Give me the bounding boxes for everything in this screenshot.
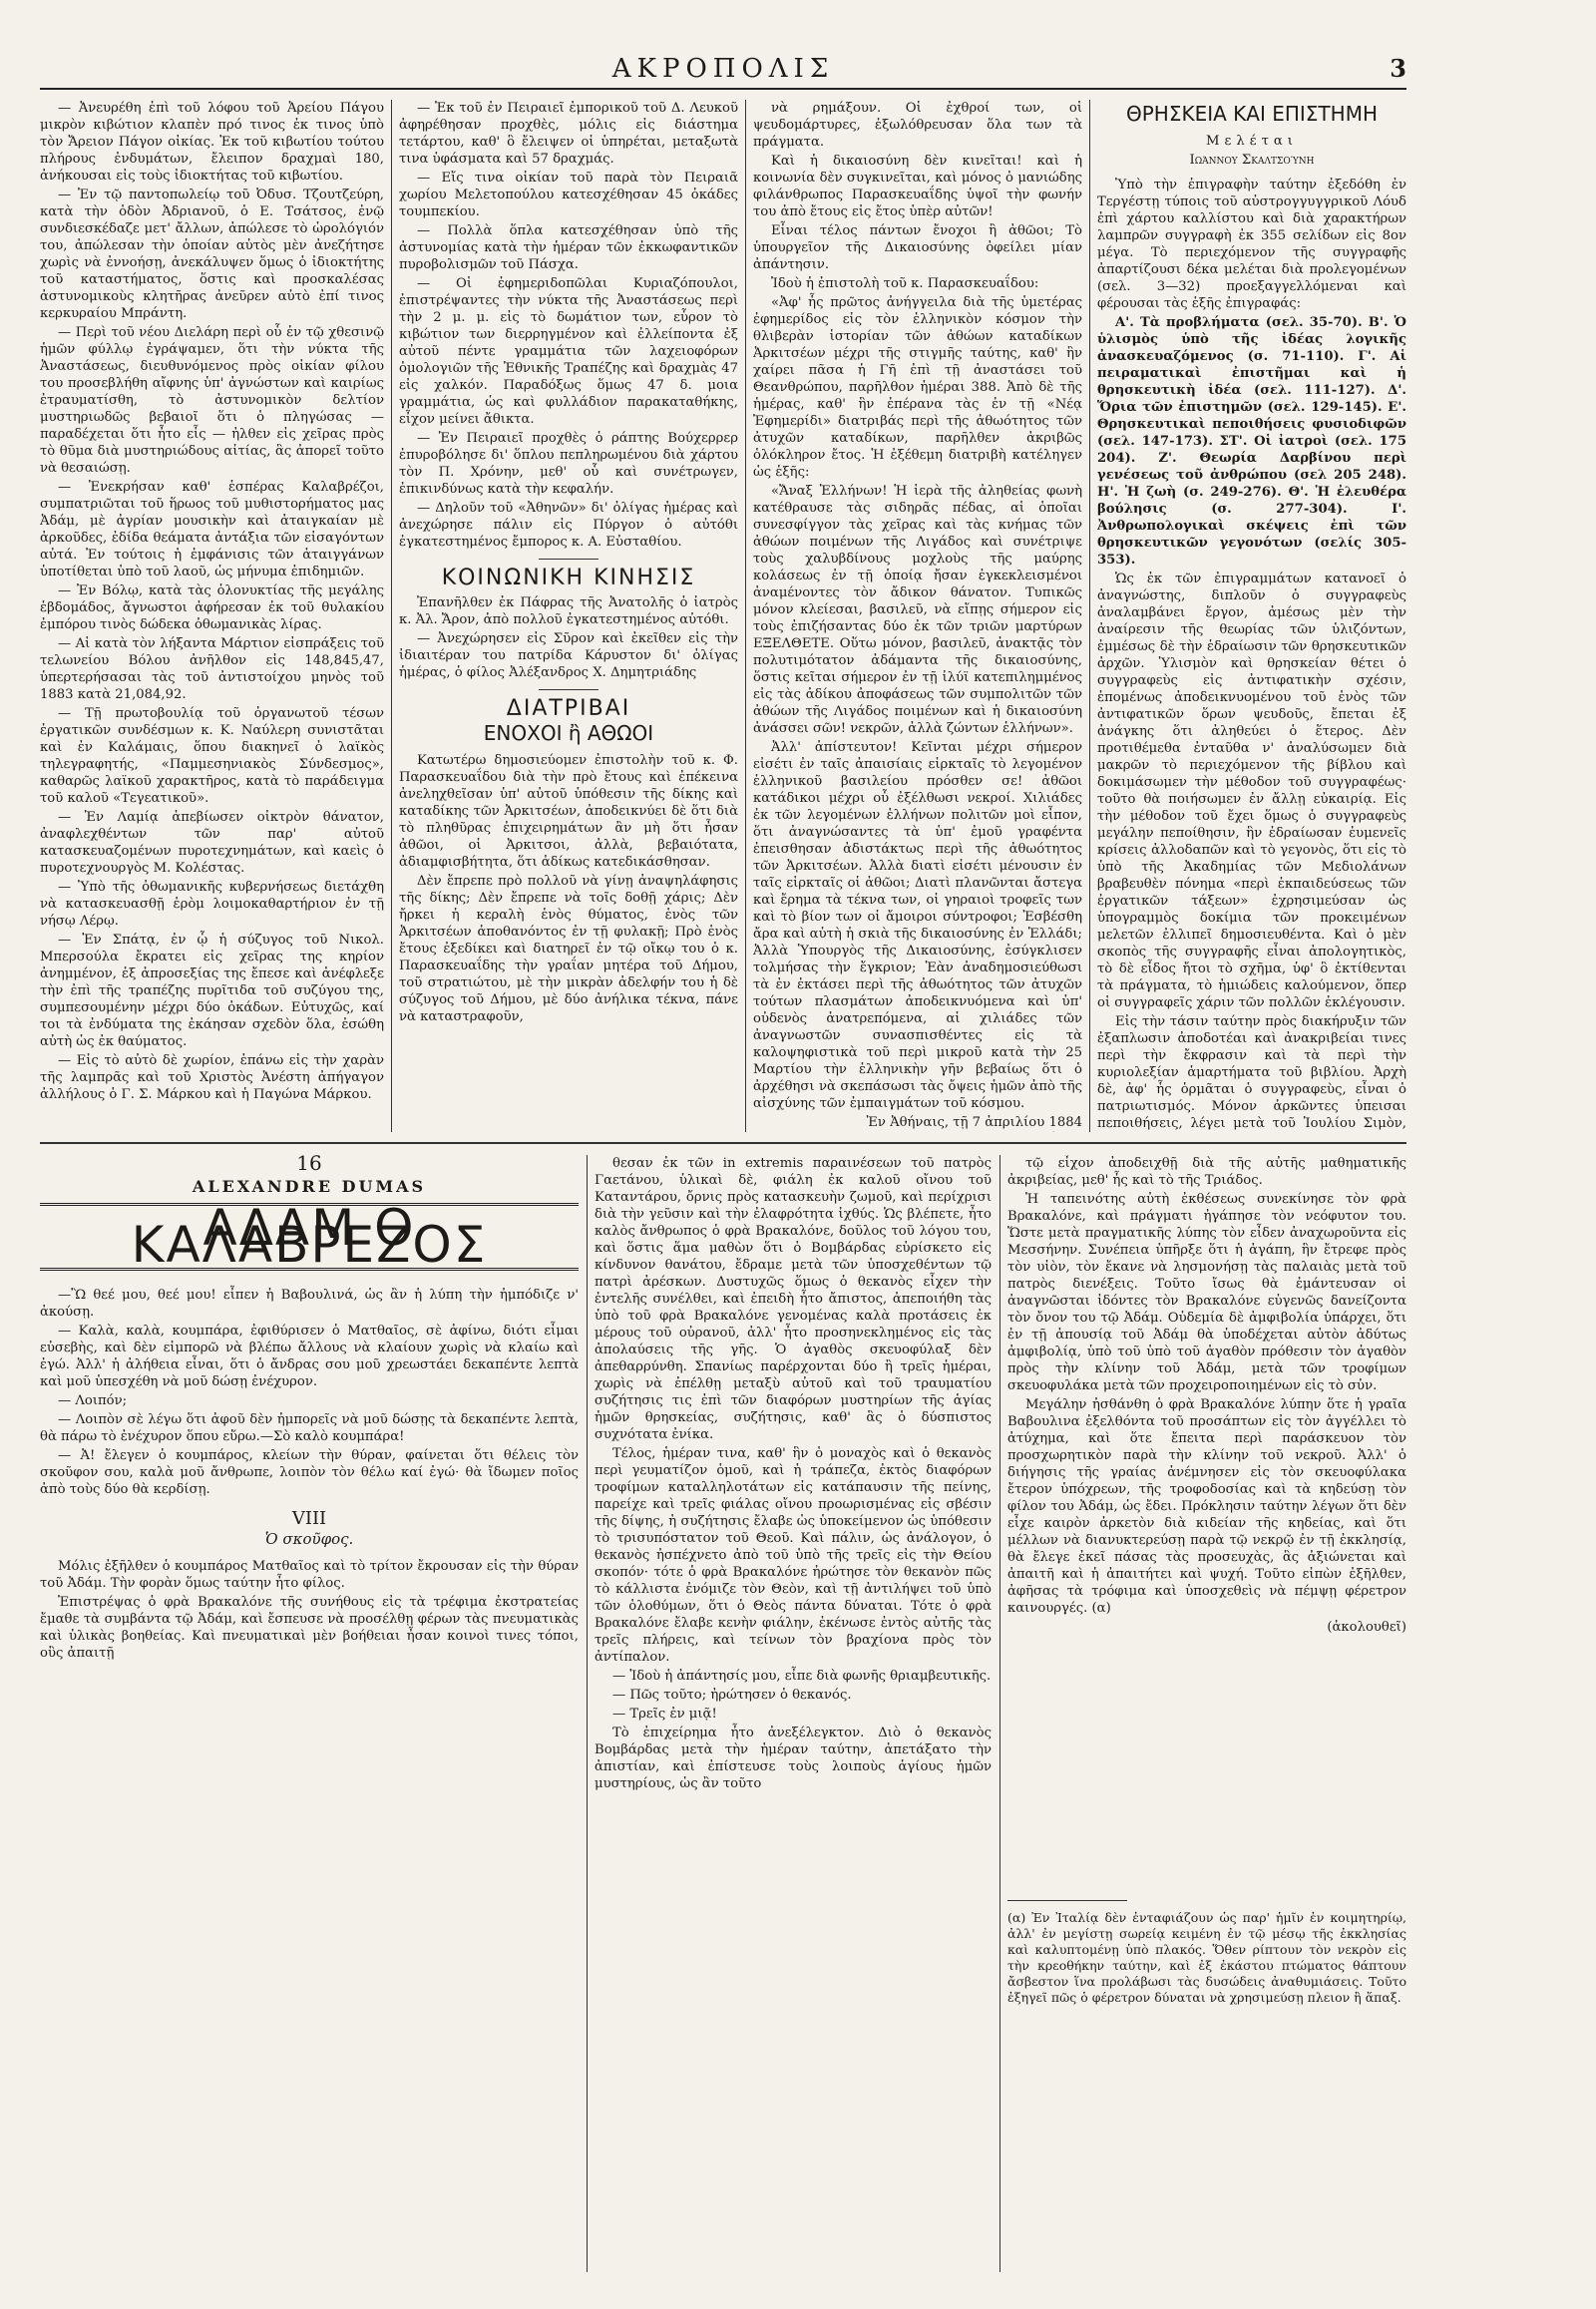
feuilleton-author: ALEXANDRE DUMAS <box>192 1177 427 1196</box>
feuilleton-column-1 <box>40 1155 579 2272</box>
article-paragraph: Κατωτέρω δημοσιεύομεν ἐπιστολὴν τοῦ κ. Φ. Παρασκευαΐδου διὰ τὴν πρὸ ἔτους καὶ ἐπέκεινα ἀνεληχθεῖσαν ὑπ' αὐτοῦ ὑπόθεσιν τῆς δίκης καὶ καταδίκης τῶν Ἀρκιτσέων, ἀποδεικνύει δὲ ὅτι διὰ τὸ πληθῦρας ἐπιχειρημάτων ἂν μὴ ὅτι ἦσαν ἀθῶοι, οἱ Ἀρκιτσοι, ἀλλὰ, βεβαιότατα, ἀδιαμφισβήτητα, ὅτι ἀδίκως κατεδικάσθησαν. <box>399 753 738 870</box>
news-item: — Ἐν Λαμίᾳ ἀπεβίωσεν οἰκτρὸν θάνατον, ἀναφλεχθέντων τῶν παρ' αὐτοῦ κατασκευαζομένων πυροτεχνημάτων, καὶ καεὶς ὁ πυροτεχνουργὸς Μ. Κολέστας. <box>40 810 384 876</box>
article-paragraph: Δὲν ἔπρεπε πρὸ πολλοῦ νὰ γίνῃ ἀναψηλάφησις τῆς δίκης; Δὲν ἔπρεπε νὰ τοῖς δοθῇ χάρις; Δὲν ἤρκει ἡ κεραλὴ ἑνὸς θύματος, ἑνὸς τῶν Ἀρκιτσέων ἀποθανόντος ἐν τῇ φυλακῇ; Πρὸ ἑνὸς ἔτους ἐξεδίκει καὶ διατηρεῖ ἐν τῷ οἴκῳ του ὁ κ. Παρασκευαΐδης τὴν γραΐαν μητέρα τοῦ Δήμου, τοῦ στρατιώτου, μὲ τὴν μικρὰν ἀδελφήν του ἡ δὲ σύζυγος τοῦ Δήμου, μὲ δύο ἀνήλικα τέκνα, πάνε νὰ καταστραφοῦν, <box>399 874 738 1024</box>
article-heading: ΘΡΗΣΚΕΙΑ ΚΑΙ ΕΠΙΣΤΗΜΗ <box>1126 102 1378 126</box>
article-paragraph: Εἶναι τέλος πάντων ἔνοχοι ἢ ἀθῶοι; Τὸ ὑπουργεῖον τῆς Δικαιοσύνης ὀφείλει μίαν ἀπάντησιν. <box>753 223 1082 272</box>
news-item: — Ὑπὸ τῆς ὀθωμανικῆς κυβερνήσεως διετάχθη νὰ κατασκευασθῇ ἐρὸμ λοιμοκαθαρτήριον ἐν τῇ νήσῳ Λέρῳ. <box>40 880 384 929</box>
news-item: — Αἱ κατὰ τὸν λήξαντα Μάρτιον εἰσπράξεις τοῦ τελωνείου Βόλου ἀνῆλθον εἰς 148,845,47, ὑπερτερήσασαι τὰς τοῦ ἀντιστοίχου μηνὸς τοῦ 1883 κατὰ 21,084,92. <box>40 636 384 702</box>
newspaper-title: ΑΚΡΟΠΟΛΙΣ <box>611 54 835 84</box>
footnote-rule <box>1007 1900 1127 1901</box>
news-item: — Ἐνεκρήσαν καθ' ἑσπέρας Καλαβρέζοι, συμπατριῶται τοῦ ἥρωος τοῦ μυθιστορήματος μας Ἀδάμ, μὲ ἀγρίαν μουσικὴν καὶ ἀταιγκαίαν μὲ ἀρκοῦδες, ἐδίδα θεάματα ἀντάξια τῶν εἰσαγόντων αὐτά. Ἐν τούτοις ἡ ἐμφάνισις τῶν ἀταιγγάνων ὑποτίθεται ὑπὸ τοῦ λαοῦ, ὡς μήνυμα ἐπιδημιῶν. <box>40 480 384 579</box>
story-paragraph: θεσαν ἐκ τῶν in extremis παραινέσεων τοῦ πατρὸς Γαετάνου, ὑλικαὶ δὲ, φιάλη ἐκ καλοῦ οἴνου τοῦ Καταντάρου, ὄρνις πρὸς κατασκευὴν ζωμοῦ, καὶ περίχρισι διὰ τὴν γεῦσιν καὶ τὴν ἐλαφρότητα ἰχθύς. Ὡς βλέπετε, ἦτο καλὸς ἄνθρωπος ὁ φρὰ Βρακαλόνε, δοῦλος τοῦ λόγου του, καὶ ὅστις ἅμα μαθὼν ὅτι ὁ Βομβάρδας εὑρίσκετο εἰς κίνδυνον θανάτου, ἔδραμε μετὰ τῶν ὑποσχεθέντων τῷ πατρὶ ἀρέσκων. Δυστυχῶς ὅμως ὁ θεκανὸς εἶχεν τὴν ἐντελῆς συνέλθει, καὶ ἐπειδὴ ἦτο ἄπιστος, ἀπεποιήθη τὰς ὑπὸ τοῦ φρὰ Βρακαλόνε γενομένας καλὰ προτάσεις ἐκ μέρους τοῦ οὐρανοῦ, ἀλλ' ἦτο προσηνεκλημένος εἰς τὰς ἀπολαύσεις τῆς γῆς. Ὁ ἀγαθὸς σκευοφύλαξ δὲν ἀπεθαρρύνθη. Σπανίως παρέρχονται δύο ἢ τρεῖς ἡμέραι, χωρὶς νὰ ἐπέλθῃ μεταξὺ αὐτοῦ καὶ τοῦ τραυματίου συζήτησις τις ἐπὶ τῶν διαφόρων μυστηρίων τῆς ἁγίας ἡμῶν θρησκείας, συζήτησις, καθ' ἃς ὁ δύσπιστος συχνότατα ἐνίκα. <box>595 1156 992 1442</box>
article-paragraph: Ὑπὸ τὴν ἐπιγραφὴν ταύτην ἐξεδόθη ἐν Τεργέστῃ τύποις τοῦ αὐστρογγυγγρικοῦ Λόυδ ἐπὶ χάρτου καλλίστου καὶ διὰ χαρακτήρων λαμπρῶν συγγραφὴ ἐκ 355 σελίδων εἰς 8ον μέγα. Τὸ περιεχόμενον τῆς συγγραφῆς ἀπαρτίζουσι δέκα μελέται διὰ προλεγομένων (σελ. 3—32) προεξαγγελλόμεναι καὶ φέρουσαι τὰς ἑξῆς ἐπιγραφάς: <box>1097 178 1406 311</box>
story-paragraph: — Λοιπόν; <box>58 1393 128 1408</box>
article-subheading: Μελέται <box>1206 134 1298 149</box>
news-item: — Ἐν Σπάτᾳ, ἐν ᾧ ἡ σύζυγος τοῦ Νικολ. Μπερσούλα ἔκρατει εἰς χεῖρας της κηρίον ἀνημμένον, ἐξ ἀπροσεξίας της ἔπεσε καὶ ἀνέφλεξε τὴν ἐπὶ τῆς τραπέζης πυρῖτιδα τοῦ συζύγου της, συμπεσουμένην μέχρι δύο ὀκάδων. Εὐτυχῶς, καί τοι τὰ ἐνδύματα της ἐκάησαν σχεδὸν ὅλα, ἐσώθη αὐτὴ ὡς ἐκ θαύματος. <box>40 933 384 1049</box>
news-item: — Δηλοῦν τοῦ «Ἀθηνῶν» δι' ὀλίγας ἡμέρας καὶ ἀνεχώρησε πάλιν εἰς Πύργον ὁ αὐτόθι ἐγκατεστημένος ἔμπορος κ. Α. Εὐσταθίου. <box>399 501 738 550</box>
chapter-number: VIII <box>291 1508 327 1529</box>
feuilleton-separator <box>40 1142 1406 1144</box>
masthead <box>40 50 1406 90</box>
news-item: — Εἴς τινα οἰκίαν τοῦ παρὰ τὸν Πειραιᾶ χωρίου Μελετοπούλου κατεσχέθησαν 45 ὀκάδες τουμπεκίου. <box>399 171 738 219</box>
feuilleton-number: 16 <box>296 1155 322 1175</box>
social-item: Ἐπανῆλθεν ἐκ Πάφρας τῆς Ἀνατολῆς ὁ ἰατρὸς κ. Ἀλ. Ἄρον, ἀπὸ πολλοῦ ἐγκατεστημένος αὐτόθι. <box>399 595 738 627</box>
story-paragraph: τῷ εἶχον ἀποδειχθῇ διὰ τῆς αὐτῆς μαθηματικῆς ἀκριβείας, μεθ' ἧς καὶ τὸ τῆς Τριάδος. <box>1007 1156 1406 1188</box>
news-item: — Ἐν τῷ παντοπωλείῳ τοῦ Ὀδυσ. Τζουτζεύρη, κατὰ τὴν ὁδὸν Ἀδριανοῦ, ὁ Ε. Τσάτσος, ἐνῷ συνδιεσκέδαζε μετ' ἄλλων, ἀπώλεσε τὸ ὡρολόγιόν του, ἀπώλεσαν τὴν ὁποίαν αὐτὸς μὲν ἀνεζήτησε χωρὶς νὰ ἐννοήσῃ, ἀνεκάλυψεν ὅμως ὁ ἰδιοκτήτης τοῦ καταστήματος, ὅστις καὶ προσκαλέσας ἀστυνομικοὺς κλητῆρας ἀνεῦρεν αὐτὸ ἐπί τινος κερκυραίου Μπράντη. <box>40 188 384 321</box>
story-paragraph: — Ἀ! ἔλεγεν ὁ κουμπάρος, κλείων τὴν θύραν, φαίνεται ὅτι θέλεις τὸν σκοῦφον σου, καλὰ μοῦ ἄνθρωπε, λοιπὸν τὸν θέλω καί ἐγώ· θὰ ἴδωμεν ποῖος ἀπὸ τοὺς δύο θὰ κερδίσῃ. <box>40 1448 579 1497</box>
feuilleton-column-3 <box>1007 1155 1406 1893</box>
page-number: 3 <box>1390 54 1406 83</box>
news-column-2 <box>399 100 738 1132</box>
news-item: — Ἐν Πειραιεῖ προχθὲς ὁ ράπτης Βούχερρερ ἐπυροβόλησε δι' ὅπλου πεπληρωμένου διὰ χάρτου τὸν Π. Χρόνην, μεθ' οὗ καὶ συνέτρωγεν, ἐπικινδύνως κατὰ τὴν κεφαλήν. <box>399 431 738 497</box>
article-paragraph: Καὶ ἡ δικαιοσύνη δὲν κινεῖται! καὶ ἡ κοινωνία δὲν συγκινεῖται, καὶ μόνος ὁ μανιώδης φιλάνθρωπος Παρασκευαΐδης ὑψοῖ τὴν φωνήν του ἀπὸ ἔτους εἰς ἔτος ὑπὲρ αὐτῶν! <box>753 154 1082 219</box>
article-paragraph: «Ἀφ' ἧς πρῶτος ἀνήγγειλα διὰ τῆς ὑμετέρας ἐφημερίδος εἰς τὸν ἑλληνικὸν κόσμον τὴν θλιβερὰν ἱστορίαν τῶν ἀθώων καταδίκων Ἀρκιτσέων μέχρι τῆς στιγμῆς ταύτης, καθ' ἣν χαίρει πᾶσα ἡ Γῆ ἐπὶ τῇ ἀναστάσει τοῦ Θεανθρώπου, παρῆλθον ἡμέραι 388. Ἀπὸ δὲ τῆς ἡμέρας, καθ' ἣν ἐπέρανα τὰς ἐν τῇ «Νέᾳ Ἐφημερίδι» διατριβάς περὶ τῆς ἀθωότητος τῶν ἀτυχῶν καταδίκων, παρῆλθεν ἀκριβῶς ὁλόκληρον ἔτος. Ἡ ἐξέθεμη διατριβὴ κατέληγεν ὡς ἑξῆς: <box>753 295 1082 480</box>
essays-section-heading: ΔΙΑΤΡΙΒΑΙ <box>506 696 631 721</box>
article-paragraph: Ἰδοὺ ἡ ἐπιστολὴ τοῦ κ. Παρασκευαΐδου: <box>771 276 1039 291</box>
news-column-4 <box>1097 100 1406 1132</box>
article-paragraph: Ἀλλ' ἀπίστευτον! Κεῖνται μέχρι σήμερον εἰσέτι ἐν ταῖς ἀπαισίαις εἱρκταῖς τὸ λεγομένον ἑλληνικοῦ βασιλείου πρόσθεν σε! ἀθῶοι κατάδικοι μέχρι οὗ ἐξέλθωσι νεκροί. Χιλιάδες ἐκ τῶν λεγομένων ἑλλήνων πολιτῶν μοὶ εἶπον, ὅτι ἀναγνώσαντες τὰ ὑπ' ἐμοῦ γραφέντα ἐπεισθησαν ἀδιστάκτως περὶ τῆς ἀθωότητος τῶν Ἀρκιτσέων. Ἀλλὰ διατὶ εἰσέτι μένουσιν ἐν ταῖς εἱρκταῖς οἱ ἀθῶοι; Διατὶ πλανῶνται ἄστεγα καὶ ἔρημα τὰ τέκνα των, οἱ γηραιοὶ τροφεῖς των καὶ τὸ βίον των οἱ ἄμοιροι σύντροφοι; Ἐσβέσθη ἄρα καὶ αὐτὴ ἡ σκιὰ τῆς δικαιοσύνης ἐν Ἑλλάδι; Ἀλλὰ Ὑπουργὸς τῆς Δικαιοσύνης, ἐσύγκλισεν τολμήσας τὴν ἔγκριον; Ἐὰν ἀναδημοσιεύθωσι τὰ ἐν ἐκτάσει περὶ τῆς ἀθωότητος τῶν ἀτυχῶν τούτων πλασμάτων ἀποδεικνυόμενα καὶ ὑπ' οὐδενὸς ἀνατρεπόμενα, αἱ χιλιάδες τῶν ἀναγνωστῶν συνασπισθέντες εἰς τὰ καλοψηφιστικὰ τοῦ περὶ μικροῦ κατὰ τὴν 25 Μαρτίου τὴν ἑλληνικὴν γῆν βεβαίως ὅτι ὁ ἀρχέθησι νὰ σκεπάσωσι τὰς ὄψεις ἡμῶν ἀπὸ τῆς αἰσχύνης τῶν ἐμπαιγμάτων τοῦ κόσμου. <box>753 740 1082 1111</box>
column-divider <box>587 1155 588 2272</box>
news-column-1 <box>40 100 384 1132</box>
story-paragraph: — Καλὰ, καλὰ, κουμπάρα, ἐφιθύρισεν ὁ Ματθαῖος, σὲ ἀφίνω, διότι εἶμαι εὐσεβὴς, καὶ δὲν εἰμπορῶ νὰ βλέπω ἄλλους νὰ κλαίουν χωρὶς νὰ κλαίω καὶ ἐγώ. Ἀλλ' ἡ ἀλήθεια εἶναι, ὅτι ὁ ἄνδρας σου μοῦ χρεωστάει δεκαπέντε λεπτὰ καὶ μοῦ ὑπεσχέθη νὰ μοῦ δώσῃ ἐνέχυρον. <box>40 1324 579 1389</box>
news-item: — Πολλὰ ὅπλα κατεσχέθησαν ὑπὸ τῆς ἀστυνομίας κατὰ τὴν ἡμέραν τῶν ἐκκωφαντικῶν πυροβολισμῶν τοῦ Πάσχα. <box>399 223 738 272</box>
column-divider <box>1089 100 1090 1132</box>
news-item: — Τῇ πρωτοβουλίᾳ τοῦ ὀργανωτοῦ τέσων ἐργατικῶν συνδέσμων κ. Κ. Ναύλερη συνιστᾶται καὶ ἐν Καλάμαις, ὅπου διακηνεῖ ὁ λαϊκὸς τηλεγραφητής, «Παμμεσηνιακὸς Σύνδεσμος», καθαρῶς λαϊκοῦ χαρακτῆρος, κατὰ τὸ παράδειγμα τοῦ καλοῦ «Τεγεατικοῦ». <box>40 706 384 806</box>
section-divider <box>539 559 598 560</box>
story-paragraph: Ἐπιστρέψας ὁ φρὰ Βρακαλόνε τῆς συνήθους εἰς τὰ τρέφιμα ἐκστρατείας ἔμαθε τὰ συμβάντα τῷ Ἀδάμ, καὶ ἔσπευσε νὰ προσέλθῃ φέρων τὰς πνευματικὰς καὶ ὑλικὰς βοηθείας. Καὶ πνευματικαὶ μὲν βοήθειαι ἦσαν κοινοὶ τινες τόποι, οὓς ἀπαιτῇ <box>40 1595 579 1661</box>
table-of-contents: Α'. Τὰ προβλήματα (σελ. 35-70). Β'. Ὁ ὑλισμὸς ὑπὸ τῆς ἰδέας λογικῆς ἀνασκευαζόμενος (σ. 71-110). Γ'. Αἱ πειραματικαὶ ἐπιστῆμαι καὶ ἡ θρησκευτικὴ ἰδέα (σελ. 111-127). Δ'. Ὅρια τῶν ἐπιστημῶν (σελ. 129-145). Ε'. Θρησκευτικαὶ πεποιθήσεις φυσιοδιφῶν (σελ. 147-173). ΣΤ'. Οἱ ἰατροὶ (σελ. 175 204). Ζ'. Θεωρία Δαρβίνου περὶ γενέσεως τοῦ ἀνθρώπου (σελ 205 248). Η'. Ἡ ζωὴ (σ. 249-276). Θ'. Ἡ ἐλευθέρα βούλησις (σ. 277-304). Ι'. Ἀνθρωπολογικαὶ σκέψεις ἐπὶ τῶν θρησκευτικῶν γεγονότων (σελίς 305-353). <box>1097 315 1406 568</box>
story-paragraph: — Λοιπὸν σὲ λέγω ὅτι ἀφοῦ δὲν ἠμπορεῖς νὰ μοῦ δώσῃς τὰ δεκαπέντε λεπτὰ, θὰ πάρω τὸ ἐνέχυρον ὅπου εὕρω.—Σὸ καλὸ κουμπάρα! <box>40 1412 579 1444</box>
story-paragraph: — Πῶς τοῦτο; ἠρώτησεν ὁ θεκανός. <box>612 1688 852 1703</box>
news-column-3 <box>753 100 1082 1132</box>
article-paragraph: «Ἄναξ Ἑλλήνων! Ἡ ἱερὰ τῆς ἀληθείας φωνὴ κατέθραυσε τὰς σιδηρᾶς πέδας, αἱ ὁποῖαι συνεσφίγγον τὰς χεῖρας καὶ τὰς κνήμας τῶν ἀθώων ποιμένων τῆς Λιγάδος καὶ συνέτριψε τοὺς χαλυβδίνους μοχλοὺς τῆς μαύρης κολάσεως ἐν τῇ ὁποίᾳ ἤσαν ἐγκεκλεισμένοι ἀναμένοντες τὸν ἄδικον θάνατον. Τυπικῶς μόνον κλείεσαι, βασιλεῦ, νὰ εἴπῃς σήμερον εἰς τοὺς ἐπιζήσαντας δύο ἐκ τῶν τριῶν μαρτύρων ΕΞΕΛΘΕΤΕ. Οὕτω μόνον, βασιλεῦ, ἀνακτᾷς τὸν πολυτιμότατον ἀδάμαντα τῆς δικαιοσύνης, ὅστις κεῖται σήμερον ἐν τῇ ἰλύϊ κατεπιλημμένος εἰς τὰς ἀδίκου ἀποφάσεως τῶν συμπολιτῶν τῶν ἀθώων τῆς Λιγάδος ποιμένων καὶ ἡ δικαιοσύνη ἀνάσσει σῶν! νεκρῶν, ἀλλὰ ζώντων ἑλλήνων». <box>753 484 1082 736</box>
news-item: — Ἀνευρέθη ἐπὶ τοῦ λόφου τοῦ Ἀρείου Πάγου μικρὸν κιβώτιον κλαπὲν πρό τινος ἐκ τινος ὑπὸ τὸν Ἄρειον Πάγον οἰκίας. Ἐκ τοῦ κιβωτίου τούτου πλήρους ἐνδυμάτων, ἔλειπον δραχμαὶ 180, ἀνήκουσαι εἰς τοὺς ἰδιοκτήτας τοῦ κιβωτίου. <box>40 101 384 184</box>
article-paragraph: νὰ ρημάξουν. Οἱ ἐχθροί των, οἱ ψευδομάρτυρες, ἐξωλόθρευσαν ὅλα των τὰ πράγματα. <box>753 101 1082 150</box>
news-item: — Περὶ τοῦ νέου Διελάρη περὶ οὗ ἐν τῷ χθεσινῷ ἡμῶν φύλλῳ ἐγράψαμεν, ὅτι τὴν νύκτα τῆς Ἀναστάσεως, διευθυνόμενος πρὸς οἰκίαν φίλου του προσεβλήθη αἴφνης ὑπ' ἀγνώστων καὶ καιρίως ἐτραυματίσθη, τὸ ἀστυνομικὸν δελτίον μυστηριωδῶς βεβαιοῖ ὅτι ὁ πληγώσας — παραδέχεται ὅτι ἦτο εἷς — ἠλθεν εἰς χεῖρας πρὸς τὸ θῦμα διὰ μυστηριώδους αἰτίας, ἃς ἀπορεῖ τοῦτο νὰ θεσαιώσῃ. <box>40 325 384 476</box>
column-divider <box>745 100 746 1132</box>
social-item: — Ἀνεχώρησεν εἰς Σῦρον καὶ ἐκεῖθεν εἰς τὴν ἰδιαιτέραν του πατρίδα Κάρυστον δι' ὀλίγας ἡμέρας, ὁ φίλος Ἀλέξανδρος Χ. Δημητριάδης <box>399 631 738 680</box>
column-divider <box>391 100 392 1132</box>
masthead-rule <box>40 88 1406 90</box>
article-author: Ιωάννου Σκαλτσούνη <box>1189 153 1315 168</box>
story-paragraph: Τέλος, ἡμέραν τινα, καθ' ἣν ὁ μοναχὸς καὶ ὁ θεκανὸς περὶ γευματίζον ὁμοῦ, καὶ ἡ τράπεζα, ἐκτὸς διαφόρων τροφίμων καταλληλοτάτων εἰς κατάπαυσιν τῆς πείνης, παρείχε καὶ τρεῖς φιάλας οἴνου προωρισμένας εἰς σβέσιν τῆς δίψης, ἡ συζήτησις ἔλαβε ὡς ὑποκείμενον ὡς ὑπόθεσιν τὸ τρισυπόστατον τοῦ Θεοῦ. Καὶ πάλιν, ὡς ἀνάλογον, ὁ θεκανὸς ἠσπέχνετο ἀπὸ τοῦ ὑπὸ τῆς τρεῖς εἰς τὴν Θείου σκοπόν· τότε ὁ φρὰ Βρακαλόνε ἠρώτησε τὸν θεκανὸν πῶς τὸ κάλλιστα ἐνόμιζε τὸν Θεὸν, καὶ τῇ ἀντιλήψει τοῦ ὑπὸ τῶν ὁλοθύμων, ὅτι ὁ Θεὸς πάντα δύναται. Τότε ὁ φρὰ Βρακαλόνε ἔλαβε κενὴν φιάλην, ἐκένωσε ἐντὸς αὐτῆς τὰς τρεῖς πλήρεις, καὶ τείνων τὸν βραχίονα πρὸς τὸν ἀντίπαλον. <box>595 1446 992 1665</box>
feuilleton-title: ΑΔΑΜ Ο ΚΑΛΑΒΡΕΖΟΣ <box>40 1203 579 1271</box>
news-item: — Ἐν Βόλῳ, κατὰ τὰς ὁλονυκτίας τῆς μεγάλης ἑβδομάδος, ἄγνωστοι ἀφήρεσαν ἐκ τοῦ θυλακίου ἐμπόρου τινὸς δώδεκα ὀθωμανικὰς λίρας. <box>40 583 384 632</box>
story-paragraph: —Ὢ θεέ μου, θεέ μου! εἶπεν ἡ Βαβουλινά, ὡς ἂν ἡ λύπη τὴν ἠμπόδιζε ν' ἀκούσῃ. <box>40 1288 579 1320</box>
article-heading: ΕΝΟΧΟΙ ἢ ΑΘΩΟΙ <box>483 721 654 745</box>
news-item: — Εἰς τὸ αὐτὸ δὲ χωρίον, ἐπάνω εἰς τὴν χαρὰν τῆς λαμπρᾶς καὶ τοῦ Χριστὸς Ἀνέστη ἀπήγαγον ἀλλήλους ὁ Γ. Σ. Μάρκου καὶ ἡ Παγώνα Μάρκου. <box>40 1053 384 1102</box>
article-paragraph: Εἰς τὴν τάσιν ταύτην πρὸς διακήρυξιν τῶν ἐξαπλωσιν ἀποδοτέαι καὶ ἀνακριβείαι τινες περὶ τὴν ἔκφρασιν καὶ τὰ περὶ τὴν κυριολεξίαν ἁμαρτήματα τοῦ βιβλίου. Ἀρχὴ δὲ, ἀφ' ἧς ὁρμᾶται ὁ συγγραφεὺς, εἶναι ὁ πατριωτισμός. Μόνον ἀρκῶντες ὑπεισαι πεποιθήσεις, λέγει μετὰ τοῦ Ἰουλίου Σιμὸν, <box>1097 1014 1406 1131</box>
story-paragraph: Μεγάλην ἠσθάνθη ὁ φρὰ Βρακαλόνε λύπην ὅτε ἡ γραῖα Βαβουλινα ἐξελθόντα τοῦ προσάπτων εἰς τὸν ἀγγέλλει τὸ ἀτύχημα, καὶ ὅτε ἔπειτα περὶ παράσκευον τὸν προσχωρητικὸν παρὰ τὴν κλίνην τοῦ νεκροῦ. Ἀλλ' ὁ διήγησις τῆς γραίας ἀνέμνησεν εἰς τὸν σκευοφύλακα ἔτερον ὑπόχρεων, τῆς τροφοδοσίας καὶ τὰ κηδεύσῃ τὸν φίλον του Ἀδάμ, ὡς ἔδει. Πρόκλησιν ταύτην λέγων ὅτι δὲν εἶχε καιρὸν ἀρκετὸν διὰ κιδείαν τῆς κηδείας, καὶ ὅτι μέλλων νὰ διανυκτερεύσῃ παρὰ τῷ νεκρῷ ἐν τῇ ἐκκλησίᾳ, θὰ ἔλεγε ἐκεῖ πάσας τὰς προσευχὰς, ἃς ἀξιώνεται καὶ ἀπαιτῆ καὶ ἡ ἀπαιτήτει καὶ ψυχή. Τοῦτο εἰπὼν ἐξῆλθεν, ἀφῆσας τὰ τρόφιμα καὶ ὑποσχεθεὶς νὰ πέμψῃ φέρετρον καινουργές. (α) <box>1007 1397 1406 1616</box>
feuilleton-column-2 <box>595 1155 992 2272</box>
news-item: — Ἐκ τοῦ ἐν Πειραιεῖ ἐμπορικοῦ τοῦ Δ. Λευκοῦ ἀφηρέθησαν προχθὲς, μόλις εἰς διάστημα τετάρτου, καθ' ὃ ἔλειψεν οἱ ὑπηρέται, μεταξωτὰ τινα ὑφάσματα καὶ 57 δραχμάς. <box>399 101 738 167</box>
chapter-title: Ὁ σκοῦφος. <box>264 1530 354 1548</box>
footnote: (α) Ἐν Ἰταλίᾳ δὲν ἐνταφιάζουν ὡς παρ' ἡμῖν ἐν κοιμητηρίῳ, ἀλλ' ἐν μεγίστῃ σωρείᾳ κειμένη ἐν τῷ μέσῳ τῆς ἐκκλησίας καὶ καλυπτομένῃ ὑπὸ πλακός. Ὅθεν ρίπτουν τὸν νεκρὸν εἰς τὴν κρεοθήκην ταύτην, καὶ ἐξ ἐκάστου πτώματος θάπτουν ἄσβεστον ἵνα προλάβωσι τὰς δυσώδεις ἀναθυμιάσεις. Τοῦτο ἐξηγεῖ πῶς ὁ φέρετρον δύναται νὰ χρησιμεύσῃ πλειον ἢ ἅπαξ. <box>1007 1910 1406 2005</box>
social-section-heading: ΚΟΙΝΩΝΙΚΗ ΚΙΝΗΣΙΣ <box>441 566 696 590</box>
story-paragraph: Μόλις ἐξῆλθεν ὁ κουμπάρος Ματθαῖος καὶ τὸ τρίτον ἔκρουσαν εἰς τὴν θύραν τοῦ Ἀδάμ. Τὴν φορὰν ὅμως ταύτην ἦτο φίλος. <box>40 1559 579 1591</box>
story-paragraph: Ἡ ταπεινότης αὐτὴ ἐκθέσεως συνεκίνησε τὸν φρὰ Βρακαλόνε, καὶ πράγματι ἠγάπησε τὸν νεόφυτον του. Ὥστε μετὰ πραγματικῆς λύπης τὸν εἶδεν ἀναχωροῦντα εἰς Μεσσήνην. Συνέπεια ὑπῆρξε ὅτι ἡ ἀγάπη, ἣν ἔτρεφε πρὸς τὸν υἱὸν, τὸν ἔκανε νὰ λησμονήσῃ τὰς παλαιὰς μετὰ τοῦ πατρὸς διενέξεις. Τοῦτο ἴσως θὰ ἐμάντευσαν οἱ ἀναγνῶσται ἰδόντες τὸν Βρακαλόνε εὐγενῶς δανείζοντα τὸν ὄνον του τῷ Ἀδάμ. Οὐδεμία δὲ ἀμφιβολία ὑπάρχει, ὅτι ἐν τῇ ἀπουσίᾳ τοῦ Ἀδάμ θὰ ὑποδέχεται αὐτὸν ἀδύτως ἀμφιβολίᾳ, ὑπὸ τοῦ ὑπὸ τοῦ ἀγαθὸν πρόθεσιν τὸν ἀγαθὸν πρὸς τὴν κλίνην τοῦ Ἀδάμ, μετὰ τῶν τροφίμων σκευοφυλάκα μετὰ τῶν προχειροποιημένων εἰς τὸ σὐν. <box>1007 1192 1406 1393</box>
letter-dateline: Ἐν Ἀθήναις, τῇ 7 ἀπριλίου 1884 <box>866 1115 1082 1130</box>
story-paragraph: — Ἰδοὺ ἡ ἀπάντησίς μου, εἶπε διὰ φωνῆς θριαμβευτικῆς. <box>612 1669 992 1684</box>
article-paragraph: Ὡς ἐκ τῶν ἐπιγραμμάτων κατανοεῖ ὁ ἀναγνώστης, διπλοῦν ὁ συγγραφεὺς ἀναλαμβάνει ἔργον, ἀμέσως μὲν τὴν ἀναίρεσιν τῆς θεωρίας τῶν ὑλιζόντων, ἐμμέσως δὲ τὴν ἑδραίωσιν τῶν θρησκευτικῶν ἀρχῶν. Ὑλισμὸν καὶ θρησκείαν θέτει ὁ συγγραφεὺς εἰς ἀντιφατικὴν σχέσιν, ἑπομένως ἀποδεικνυομένου τοῦ ἑνὸς τῶν ἀντιφατικῶν ὅρων ψευδοῦς, ἔπεται ἐξ ἀνάγκης ὅτι ἀληθεύει ὁ ἕτερος. Δὲν προτιθέμεθα ἐνταῦθα ν' ἀναλύσωμεν διὰ μακρῶν τὸ περιεχόμενον τῆς βίβλου καὶ δοκιμάσωμεν τὴν μέθοδον τοῦ συγγραφέως· τοῦτο θὰ ποιήσωμεν ἐν ἄλλῃ εὐκαιρίᾳ. Εἰς τὴν μέθοδον τοῦ ἔχει ὅμως ὁ συγγραφεὺς μεγάλην πεποίθησιν, ἣν ἐδραίωσαν ἐυμενεῖς κρίσεις ἀλλοδαπῶν καὶ τὸ γεγονὸς, ὅτι εἰς τὸ ὑπὸ τῆς Ἀκαδημίας τῶν Μεδιολάνων βραβευθὲν πόνημα «περὶ ἐκπαιδεύσεως τῶν ἐργατικῶν τάξεων» ἐχρησιμεύσαν ὡς ὑπογραμμὸς δοκίμια τῶν προκειμένων μελετῶν ἐλλιπεῖ δημοσιευθέντα. Καὶ ὁ μὲν σκοπὸς τῆς συγγραφῆς εἶναι ἀπολογητικὸς, τὸ δὲ εἶδος ἤτοι τὸ σχῆμα, ὑφ' ὃ ἐκτίθενται τὰ πράγματα, τὸ ἡμιώδεις καλούμενον, ὅπερ οἱ συγγραφεῖς χάριν τῶν πολλῶν ἐκλέγουσιν. <box>1097 572 1406 1010</box>
to-be-continued: (ἀκολουθεῖ) <box>1327 1620 1406 1635</box>
section-divider <box>539 689 598 690</box>
story-paragraph: Τὸ ἐπιχείρημα ἦτο ἀνεξέλεγκτον. Διὸ ὁ θεκανὸς Βομβάρδας μετὰ τὴν ἡμέραν ταύτην, ἀπετάξατο τὴν ἀπιστίαν, καὶ ἐπίστευσε τοὺς λοιποὺς ἁγίους ἡμῶν μυστηρίους, ὡς ἂν τοῦτο <box>595 1726 992 1791</box>
column-divider <box>999 1155 1000 2272</box>
story-paragraph: — Τρεῖς ἐν μιᾷ! <box>612 1707 717 1722</box>
news-item: — Οἱ ἐφημεριδοπῶλαι Κυριαζόπουλοι, ἐπιστρέψαντες τὴν νύκτα τῆς Ἀναστάσεως περὶ τὴν 2 μ. μ. εἰς τὸ δωμάτιον των, εὗρον τὸ κιβώτιον των διερρηγμένον καὶ ἐλλείποντα ἐξ αὐτοῦ πέντε γραμμάτια τῶν λαχειοφόρων ὁμολογιῶν τῆς Ἐθνικῆς Τραπέζης καὶ δραχμὰς 47 εἰς χαλκόν. Παραδόξως ὅμως 47 δ. μοια γραμμάτια, ὡς καὶ φυλλάδιον παρακαταθήκης, εἶχον μείνει ἄθικτα. <box>399 276 738 427</box>
